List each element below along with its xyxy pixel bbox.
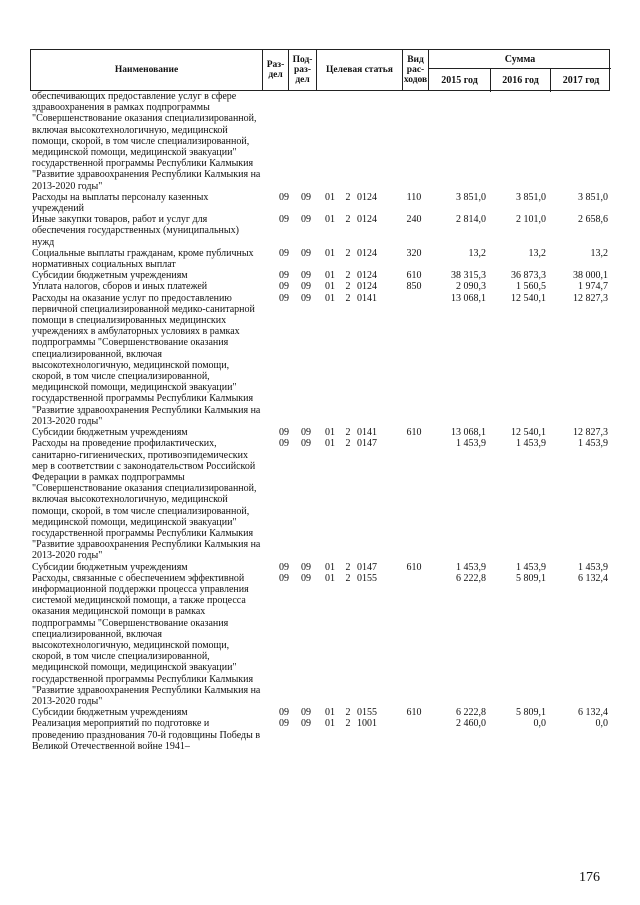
row-amount-2016: 1 453,9 — [516, 438, 546, 450]
row-amount-2017: 1 974,7 — [578, 281, 608, 293]
row-code-r: 09 — [279, 191, 289, 203]
row-code-t3: 0147 — [357, 438, 377, 450]
row-code-t3: 0124 — [357, 191, 377, 203]
row-amount-2017: 12 827,3 — [573, 292, 608, 304]
row-code-t2: 2 — [345, 427, 351, 439]
row-code-t2: 2 — [345, 214, 351, 226]
row-amount-2015: 2 814,0 — [456, 214, 486, 226]
row-code-t3: 0124 — [357, 214, 377, 226]
row-amount-2015: 13,2 — [468, 247, 486, 259]
row-amount-2017: 12 827,3 — [573, 427, 608, 439]
row-code-t3: 0155 — [357, 707, 377, 719]
row-code-r: 09 — [279, 438, 289, 450]
row-code-t1: 01 — [325, 707, 335, 719]
row-code-p: 09 — [301, 561, 311, 573]
table-row — [30, 438, 610, 561]
row-code-t3: 0124 — [357, 281, 377, 293]
row-code-p: 09 — [301, 191, 311, 203]
table-row — [30, 562, 610, 573]
row-code-v: 610 — [406, 270, 422, 282]
row-code-t3: 0155 — [357, 572, 377, 584]
row-amount-2016: 12 540,1 — [511, 292, 546, 304]
row-name: Расходы на проведение профилактических, санитарно-гигиенических, противоэпидемических мер в соответствии с законодательством Российской Федерации в рамках подпрограммы "Совершенствование оказания специализированной, включая высокотехнологичную, медицинской помощи, скорой, в том числе специализированной, медицинской помощи, медицинской эвакуации" государственной программы Республики Калмыкия "Развитие здравоохранения Республики Калмыкия на 2013-2020 годы" — [32, 438, 261, 562]
budget-table — [30, 49, 610, 752]
row-name: Субсидии бюджетным учреждениям — [32, 561, 188, 573]
row-code-v: 610 — [406, 707, 422, 719]
row-amount-2015: 1 453,9 — [456, 561, 486, 573]
row-amount-2016: 1 560,5 — [516, 281, 546, 293]
row-code-v: 610 — [406, 427, 422, 439]
row-amount-2016: 0,0 — [533, 718, 546, 730]
row-code-p: 09 — [301, 292, 311, 304]
row-amount-2016: 13,2 — [528, 247, 546, 259]
row-code-t2: 2 — [345, 292, 351, 304]
row-amount-2016: 5 809,1 — [516, 707, 546, 719]
row-code-v: 320 — [406, 247, 422, 259]
row-amount-2017: 6 132,4 — [578, 572, 608, 584]
row-code-r: 09 — [279, 292, 289, 304]
table-row — [30, 248, 610, 270]
row-code-t2: 2 — [345, 247, 351, 259]
table-row — [30, 707, 610, 718]
row-code-p: 09 — [301, 438, 311, 450]
row-code-t1: 01 — [325, 561, 335, 573]
row-code-t1: 01 — [325, 572, 335, 584]
row-amount-2017: 3 851,0 — [578, 191, 608, 203]
row-code-r: 09 — [279, 247, 289, 259]
row-code-t2: 2 — [345, 718, 351, 730]
row-code-t2: 2 — [345, 561, 351, 573]
row-code-t1: 01 — [325, 292, 335, 304]
table-row — [30, 573, 610, 707]
row-code-r: 09 — [279, 561, 289, 573]
row-code-t2: 2 — [345, 572, 351, 584]
row-name: Субсидии бюджетным учреждениям — [32, 707, 188, 719]
row-code-r: 09 — [279, 707, 289, 719]
row-amount-2017: 38 000,1 — [573, 270, 608, 282]
row-code-t1: 01 — [325, 191, 335, 203]
row-code-t1: 01 — [325, 270, 335, 282]
row-code-p: 09 — [301, 427, 311, 439]
row-amount-2015: 38 315,3 — [451, 270, 486, 282]
table-header — [30, 49, 610, 91]
row-amount-2016: 5 809,1 — [516, 572, 546, 584]
row-code-t2: 2 — [345, 707, 351, 719]
header-target: Целевая статья — [317, 50, 403, 90]
row-name: обеспечивающих предоставление услуг в сфере здравоохранения в рамках подпрограммы "Совершенствование оказания специализированной, включая высокотехнологичную, медицинской помощи, скорой, в том числе специализированной, медицинской помощи, медицинской эвакуации" государственной программы Республики Калмыкия "Развитие здравоохранения Республики Калмыкия на 2013-2020 годы" — [32, 91, 261, 192]
row-code-p: 09 — [301, 270, 311, 282]
row-code-p: 09 — [301, 247, 311, 259]
table-row — [30, 293, 610, 427]
row-name: Субсидии бюджетным учреждениям — [32, 427, 188, 439]
row-code-v: 240 — [406, 214, 422, 226]
header-year-2015: 2015 год — [429, 69, 491, 92]
row-code-r: 09 — [279, 427, 289, 439]
header-name: Наименование — [31, 50, 263, 90]
row-code-t1: 01 — [325, 427, 335, 439]
row-code-p: 09 — [301, 214, 311, 226]
row-code-p: 09 — [301, 281, 311, 293]
header-razdel: Раз-дел — [263, 50, 289, 90]
table-row — [30, 427, 610, 438]
row-code-t2: 2 — [345, 281, 351, 293]
row-code-v: 850 — [406, 281, 422, 293]
row-code-t3: 0147 — [357, 561, 377, 573]
page-number: 176 — [579, 870, 600, 885]
row-code-t1: 01 — [325, 281, 335, 293]
table-row — [30, 281, 610, 292]
row-amount-2016: 2 101,0 — [516, 214, 546, 226]
row-code-t3: 0141 — [357, 427, 377, 439]
row-amount-2015: 13 068,1 — [451, 427, 486, 439]
table-row — [30, 91, 610, 192]
table-body — [30, 91, 610, 752]
row-amount-2016: 3 851,0 — [516, 191, 546, 203]
row-amount-2016: 12 540,1 — [511, 427, 546, 439]
table-row — [30, 214, 610, 248]
row-code-p: 09 — [301, 718, 311, 730]
row-code-t1: 01 — [325, 718, 335, 730]
table-row — [30, 718, 610, 752]
row-code-t2: 2 — [345, 438, 351, 450]
header-sum: Сумма — [429, 50, 611, 69]
row-code-t3: 1001 — [357, 718, 377, 730]
row-amount-2015: 2 090,3 — [456, 281, 486, 293]
row-name: Расходы на выплаты персоналу казенных учреждений — [32, 191, 209, 215]
row-amount-2017: 1 453,9 — [578, 438, 608, 450]
row-code-r: 09 — [279, 572, 289, 584]
row-amount-2017: 6 132,4 — [578, 707, 608, 719]
row-code-t3: 0141 — [357, 292, 377, 304]
row-amount-2015: 6 222,8 — [456, 572, 486, 584]
row-amount-2015: 6 222,8 — [456, 707, 486, 719]
row-amount-2017: 13,2 — [590, 247, 608, 259]
row-amount-2015: 1 453,9 — [456, 438, 486, 450]
row-code-t3: 0124 — [357, 247, 377, 259]
row-name: Реализация мероприятий по подготовке и проведению празднования 70-й годовщины Победы в Великой Отечественной войне 1941– — [32, 718, 261, 752]
row-amount-2017: 0,0 — [595, 718, 608, 730]
table-row — [30, 192, 610, 214]
row-amount-2017: 2 658,6 — [578, 214, 608, 226]
row-amount-2016: 36 873,3 — [511, 270, 546, 282]
row-name: Иные закупки товаров, работ и услуг для обеспечения государственных (муниципальных) нужд — [32, 214, 239, 248]
row-name: Уплата налогов, сборов и иных платежей — [32, 281, 208, 293]
header-year-2017: 2017 год — [562, 75, 600, 86]
row-code-v: 110 — [406, 191, 422, 203]
row-name: Субсидии бюджетным учреждениям — [32, 270, 188, 282]
row-amount-2017: 1 453,9 — [578, 561, 608, 573]
row-code-t1: 01 — [325, 247, 335, 259]
row-code-t2: 2 — [345, 191, 351, 203]
row-name: Расходы на оказание услуг по предоставлению первичной специализированной медико-санитарной помощи в специализированных медицинских учреждениях в амбулаторных условиях в рамках подпрограммы "Совершенствование оказания специализированной, включая высокотехнологичную, медицинской помощи, скорой, в том числе специализированной, медицинской помощи, медицинской эвакуации" государственной программы Республики Калмыкия "Развитие здравоохранения Республики Калмыкия на 2013-2020 годы" — [32, 292, 261, 427]
row-code-r: 09 — [279, 718, 289, 730]
header-vid: Вид рас-ходов — [403, 50, 429, 90]
row-amount-2015: 2 460,0 — [456, 718, 486, 730]
row-name: Социальные выплаты гражданам, кроме публичных нормативных социальных выплат — [32, 247, 254, 271]
row-code-t1: 01 — [325, 438, 335, 450]
row-amount-2015: 3 851,0 — [456, 191, 486, 203]
row-code-t2: 2 — [345, 270, 351, 282]
row-code-r: 09 — [279, 214, 289, 226]
row-code-v: 610 — [406, 561, 422, 573]
row-code-r: 09 — [279, 281, 289, 293]
row-amount-2016: 1 453,9 — [516, 561, 546, 573]
row-code-p: 09 — [301, 707, 311, 719]
row-code-t1: 01 — [325, 214, 335, 226]
row-name: Расходы, связанные с обеспечением эффективной информационной поддержки процесса управления системой медицинской помощи, а также процесса оказания медицинской помощи в рамках подпрограммы "Совершенствование оказания специализированной, включая высокотехнологичную, медицинской помощи, скорой, в том числе специализированной, медицинской помощи, медицинской эвакуации" государственной программы Республики Калмыкия "Развитие здравоохранения Республики Калмыкия на 2013-2020 годы" — [32, 572, 261, 707]
row-code-r: 09 — [279, 270, 289, 282]
table-row — [30, 270, 610, 281]
row-code-p: 09 — [301, 572, 311, 584]
row-code-t3: 0124 — [357, 270, 377, 282]
row-amount-2015: 13 068,1 — [451, 292, 486, 304]
header-year-2016: 2016 год — [491, 69, 551, 92]
header-podrazdel: Под-раз-дел — [289, 50, 317, 90]
